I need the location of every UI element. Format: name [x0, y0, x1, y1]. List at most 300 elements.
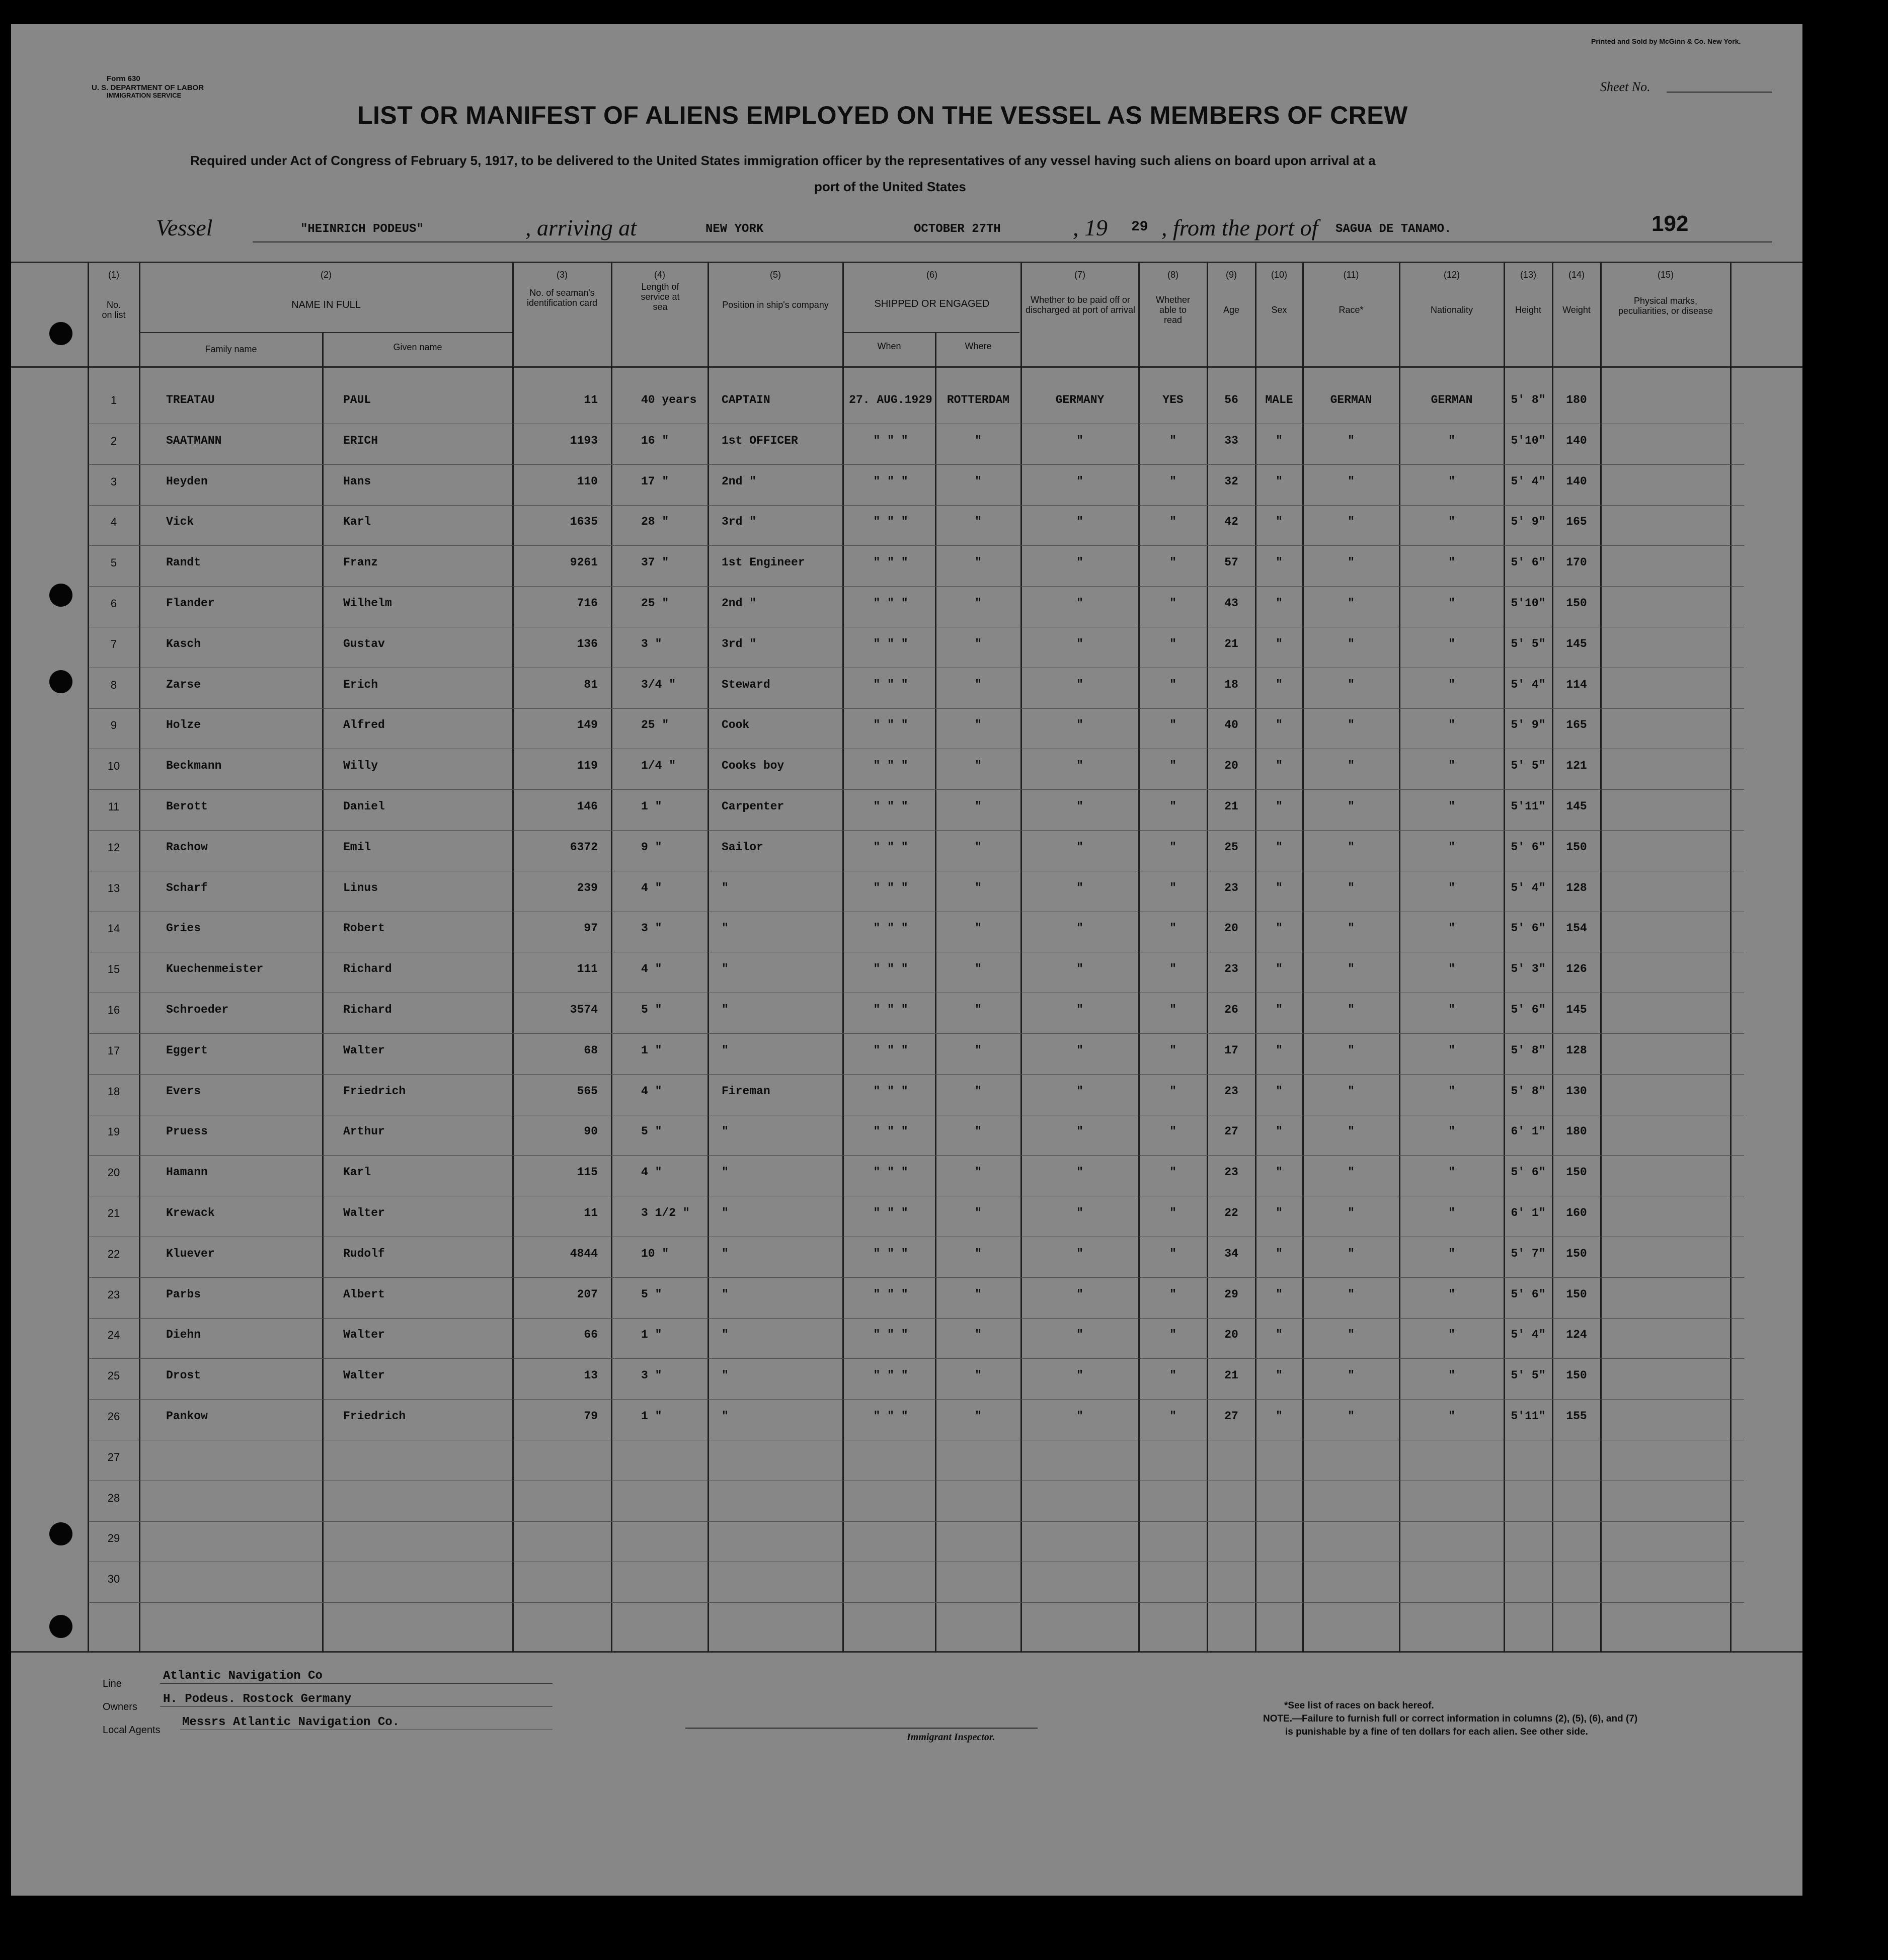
line-value: Atlantic Navigation Co	[163, 1669, 323, 1683]
col-15-header: Physical marks, peculiarities, or disease	[1618, 296, 1713, 316]
cell-given: Albert	[343, 1288, 385, 1301]
cell-age: 23	[1224, 881, 1238, 894]
cell-nationality: "	[1448, 637, 1455, 650]
col-5-header: Position in ship's company	[722, 300, 829, 310]
cell-race: "	[1348, 475, 1355, 488]
race-note: *See list of races on back hereof.	[1284, 1700, 1434, 1711]
cell-family: Rachow	[166, 841, 208, 854]
cell-given: Franz	[343, 556, 378, 569]
cell-given: Arthur	[343, 1125, 385, 1138]
row-rule	[89, 464, 1744, 465]
cell-position: 2nd "	[722, 597, 757, 610]
cell-position: 3rd "	[722, 637, 757, 650]
cell-family: Gries	[166, 922, 201, 935]
col-2-header: NAME IN FULL	[291, 299, 361, 310]
cell-family: Heyden	[166, 475, 208, 488]
col-2-number: (2)	[321, 270, 332, 280]
cell-where: "	[975, 1206, 982, 1219]
cell-read: "	[1169, 1328, 1176, 1341]
cell-read: "	[1169, 678, 1176, 691]
cell-weight: 160	[1566, 1206, 1587, 1219]
punch-hole	[49, 322, 72, 345]
printer-credit: Printed and Sold by McGinn & Co. New York.	[1591, 37, 1741, 45]
cell-age: 42	[1224, 515, 1238, 528]
cell-age: 22	[1224, 1206, 1238, 1219]
cell-sex: "	[1276, 881, 1283, 894]
row-rule	[89, 1358, 1744, 1359]
cell-service: 3 "	[641, 922, 662, 935]
cell-service: 10 "	[641, 1247, 669, 1260]
cell-sex: "	[1276, 1003, 1283, 1016]
col-5-number: (5)	[770, 270, 781, 280]
cell-card: 1193	[570, 434, 598, 447]
punch-hole	[49, 584, 72, 607]
cell-when: " " "	[873, 434, 908, 447]
cell-card: 97	[584, 922, 598, 935]
cell-age: 27	[1224, 1410, 1238, 1423]
cell-when: " " "	[873, 1206, 908, 1219]
row-rule	[89, 1602, 1744, 1603]
cell-nationality: "	[1448, 515, 1455, 528]
cell-weight: 145	[1566, 1003, 1587, 1016]
cell-card: 149	[577, 718, 598, 731]
cell-no: 16	[107, 1004, 120, 1016]
cell-paid: "	[1076, 881, 1083, 894]
cell-where: "	[975, 922, 982, 935]
cell-weight: 145	[1566, 637, 1587, 650]
year-prefix: , 19	[1073, 215, 1108, 240]
cell-age: 20	[1224, 922, 1238, 935]
cell-when: " " "	[873, 759, 908, 772]
cell-family: Beckmann	[166, 759, 222, 772]
cell-when: " " "	[873, 1288, 908, 1301]
cell-position: CAPTAIN	[722, 393, 770, 406]
cell-position: Fireman	[722, 1085, 770, 1098]
cell-card: 6372	[570, 841, 598, 854]
cell-sex: "	[1276, 1125, 1283, 1138]
cell-given: Friedrich	[343, 1085, 406, 1098]
col-9-header: Age	[1223, 305, 1240, 315]
cell-race: "	[1348, 1247, 1355, 1260]
punch-hole	[49, 670, 72, 693]
cell-sex: "	[1276, 475, 1283, 488]
vessel-label: Vessel	[156, 215, 213, 240]
cell-sex: "	[1276, 759, 1283, 772]
departure-port: SAGUA DE TANAMO.	[1335, 222, 1452, 236]
cell-sex: "	[1276, 1328, 1283, 1341]
arrival-port: NEW YORK	[705, 222, 764, 236]
cell-service: 4 "	[641, 881, 662, 894]
cell-nationality: "	[1448, 881, 1455, 894]
cell-card: 207	[577, 1288, 598, 1301]
cell-card: 11	[584, 1206, 598, 1219]
cell-read: "	[1169, 718, 1176, 731]
cell-where: "	[975, 515, 982, 528]
cell-given: Friedrich	[343, 1410, 406, 1423]
col-14-header: Weight	[1562, 305, 1591, 315]
cell-position: "	[722, 1288, 729, 1301]
year-suffix: 29	[1131, 219, 1148, 235]
cell-nationality: "	[1448, 800, 1455, 813]
penalty-note-line-1: NOTE.—Failure to furnish full or correct information in columns (2), (5), (6), and (7)	[1263, 1713, 1638, 1724]
col-4-number: (4)	[654, 270, 665, 280]
cell-sex: MALE	[1265, 393, 1293, 406]
cell-service: 1 "	[641, 800, 662, 813]
cell-no: 7	[110, 638, 117, 650]
cell-given: Walter	[343, 1206, 385, 1219]
cell-race: "	[1348, 962, 1355, 975]
cell-family: Eggert	[166, 1044, 208, 1057]
row-rule	[89, 708, 1744, 709]
cell-paid: "	[1076, 759, 1083, 772]
cell-when: " " "	[873, 678, 908, 691]
cell-read: "	[1169, 475, 1176, 488]
cell-no: 20	[107, 1166, 120, 1179]
cell-read: "	[1169, 1206, 1176, 1219]
cell-no: 15	[107, 963, 120, 975]
cell-card: 239	[577, 881, 598, 894]
cell-race: "	[1348, 1206, 1355, 1219]
cell-weight: 114	[1566, 678, 1587, 691]
cell-position: "	[722, 1003, 729, 1016]
cell-where: "	[975, 1166, 982, 1179]
cell-where: "	[975, 597, 982, 610]
cell-family: Kluever	[166, 1247, 215, 1260]
cell-height: 5' 7"	[1511, 1247, 1546, 1260]
cell-paid: "	[1076, 962, 1083, 975]
cell-height: 5'11"	[1511, 800, 1546, 813]
cell-given: Walter	[343, 1044, 385, 1057]
cell-when: 27. AUG.1929	[849, 393, 932, 406]
cell-given: Alfred	[343, 718, 385, 731]
cell-sex: "	[1276, 597, 1283, 610]
cell-card: 79	[584, 1410, 598, 1423]
cell-given: Gustav	[343, 637, 385, 650]
cell-given: Hans	[343, 475, 371, 488]
cell-when: " " "	[873, 881, 908, 894]
cell-paid: "	[1076, 678, 1083, 691]
cell-when: " " "	[873, 800, 908, 813]
inspector-signature-line	[685, 1728, 1038, 1729]
cell-sex: "	[1276, 1206, 1283, 1219]
cell-no: 4	[110, 516, 117, 528]
cell-no: 2	[110, 435, 117, 447]
cell-given: ERICH	[343, 434, 378, 447]
cell-when: " " "	[873, 1247, 908, 1260]
col-1-header: No. on list	[102, 300, 126, 320]
cell-position: Cooks boy	[722, 759, 784, 772]
cell-no: 28	[107, 1492, 120, 1504]
cell-paid: "	[1076, 1328, 1083, 1341]
cell-height: 5' 4"	[1511, 1328, 1546, 1341]
cell-no: 14	[107, 922, 120, 935]
col-11-number: (11)	[1343, 270, 1359, 280]
cell-position: Sailor	[722, 841, 763, 854]
cell-where: "	[975, 1003, 982, 1016]
cell-age: 18	[1224, 678, 1238, 691]
cell-nationality: "	[1448, 1328, 1455, 1341]
cell-given: Wilhelm	[343, 597, 392, 610]
cell-race: "	[1348, 515, 1355, 528]
cell-nationality: "	[1448, 1410, 1455, 1423]
cell-height: 5' 6"	[1511, 1166, 1546, 1179]
cell-race: "	[1348, 922, 1355, 935]
col-15-number: (15)	[1657, 270, 1674, 280]
cell-service: 25 "	[641, 718, 669, 731]
cell-weight: 150	[1566, 1369, 1587, 1382]
cell-where: "	[975, 1247, 982, 1260]
cell-age: 26	[1224, 1003, 1238, 1016]
form-number: Form 630	[107, 74, 140, 83]
cell-race: "	[1348, 718, 1355, 731]
cell-family: Krewack	[166, 1206, 215, 1219]
cell-nationality: "	[1448, 434, 1455, 447]
cell-height: 5' 6"	[1511, 922, 1546, 935]
cell-paid: "	[1076, 922, 1083, 935]
col-6-header: SHIPPED OR ENGAGED	[874, 298, 990, 309]
row-rule	[89, 1074, 1744, 1075]
cell-weight: 128	[1566, 1044, 1587, 1057]
cell-height: 6' 1"	[1511, 1125, 1546, 1138]
cell-no: 10	[107, 760, 120, 772]
cell-service: 17 "	[641, 475, 669, 488]
cell-family: TREATAU	[166, 393, 215, 406]
cell-where: "	[975, 1410, 982, 1423]
cell-age: 40	[1224, 718, 1238, 731]
cell-paid: "	[1076, 515, 1083, 528]
cell-nationality: "	[1448, 1085, 1455, 1098]
col-8-number: (8)	[1167, 270, 1178, 280]
cell-paid: "	[1076, 597, 1083, 610]
cell-service: 37 "	[641, 556, 669, 569]
cell-given: Robert	[343, 922, 385, 935]
agents-value: Messrs Atlantic Navigation Co.	[182, 1716, 400, 1729]
cell-position: "	[722, 1247, 729, 1260]
cell-paid: "	[1076, 1003, 1083, 1016]
cell-when: " " "	[873, 1125, 908, 1138]
cell-given: Erich	[343, 678, 378, 691]
cell-read: "	[1169, 1247, 1176, 1260]
cell-family: Schroeder	[166, 1003, 229, 1016]
cell-when: " " "	[873, 1410, 908, 1423]
punch-hole	[49, 1522, 72, 1545]
cell-age: 23	[1224, 1085, 1238, 1098]
cell-position: 3rd "	[722, 515, 757, 528]
cell-when: " " "	[873, 597, 908, 610]
col-13-number: (13)	[1520, 270, 1536, 280]
col-6-where-header: Where	[965, 341, 992, 351]
cell-age: 21	[1224, 1369, 1238, 1382]
cell-age: 23	[1224, 962, 1238, 975]
cell-race: "	[1348, 678, 1355, 691]
cell-service: 16 "	[641, 434, 669, 447]
cell-sex: "	[1276, 718, 1283, 731]
row-rule	[89, 1399, 1744, 1400]
cell-paid: "	[1076, 1044, 1083, 1057]
cell-where: "	[975, 841, 982, 854]
cell-height: 5' 6"	[1511, 1003, 1546, 1016]
cell-where: "	[975, 881, 982, 894]
cell-service: 1 "	[641, 1328, 662, 1341]
cell-when: " " "	[873, 962, 908, 975]
cell-height: 5' 8"	[1511, 393, 1546, 406]
cell-nationality: "	[1448, 1125, 1455, 1138]
cell-race: "	[1348, 1288, 1355, 1301]
cell-given: Daniel	[343, 800, 385, 813]
cell-family: SAATMANN	[166, 434, 222, 447]
cell-given: Richard	[343, 1003, 392, 1016]
cell-race: "	[1348, 800, 1355, 813]
cell-weight: 145	[1566, 800, 1587, 813]
cell-nationality: "	[1448, 597, 1455, 610]
cell-when: " " "	[873, 841, 908, 854]
owners-value: H. Podeus. Rostock Germany	[163, 1692, 352, 1706]
vessel-name: "HEINRICH PODEUS"	[300, 222, 424, 236]
cell-nationality: "	[1448, 718, 1455, 731]
cell-weight: 180	[1566, 1125, 1587, 1138]
cell-read: "	[1169, 515, 1176, 528]
cell-given: Rudolf	[343, 1247, 385, 1260]
cell-read: "	[1169, 1085, 1176, 1098]
cell-age: 20	[1224, 1328, 1238, 1341]
cell-position: "	[722, 1125, 729, 1138]
sheet-number-label: Sheet No.	[1600, 79, 1650, 94]
service-name: IMMIGRATION SERVICE	[107, 92, 182, 99]
cell-position: 2nd "	[722, 475, 757, 488]
cell-race: "	[1348, 1003, 1355, 1016]
cell-sex: "	[1276, 678, 1283, 691]
cell-height: 5' 5"	[1511, 759, 1546, 772]
cell-sex: "	[1276, 841, 1283, 854]
cell-height: 5' 9"	[1511, 515, 1546, 528]
col-6-when-header: When	[877, 341, 901, 351]
col-1-number: (1)	[108, 270, 119, 280]
cell-height: 5' 6"	[1511, 1288, 1546, 1301]
cell-service: 3/4 "	[641, 678, 676, 691]
cell-no: 18	[107, 1085, 120, 1098]
cell-sex: "	[1276, 1410, 1283, 1423]
cell-paid: "	[1076, 1125, 1083, 1138]
cell-paid: "	[1076, 800, 1083, 813]
cell-service: 9 "	[641, 841, 662, 854]
cell-family: Berott	[166, 800, 208, 813]
penalty-note-line-2: is punishable by a fine of ten dollars for each alien. See other side.	[1285, 1727, 1588, 1737]
cell-position: "	[722, 1369, 729, 1382]
cell-when: " " "	[873, 475, 908, 488]
row-rule	[89, 1521, 1744, 1522]
col-14-number: (14)	[1568, 270, 1585, 280]
cell-no: 13	[107, 882, 120, 894]
row-rule	[89, 1033, 1744, 1034]
cell-read: "	[1169, 556, 1176, 569]
row-rule	[89, 505, 1744, 506]
cell-family: Randt	[166, 556, 201, 569]
cell-no: 19	[107, 1125, 120, 1138]
cell-position: "	[722, 881, 729, 894]
cell-height: 5' 5"	[1511, 1369, 1546, 1382]
cell-weight: 150	[1566, 841, 1587, 854]
sheet-number-line	[1667, 92, 1772, 93]
cell-card: 81	[584, 678, 598, 691]
cell-service: 25 "	[641, 597, 669, 610]
cell-where: "	[975, 759, 982, 772]
cell-card: 119	[577, 759, 598, 772]
cell-family: Pruess	[166, 1125, 208, 1138]
col-4-header: Length of service at sea	[641, 282, 680, 312]
cell-weight: 126	[1566, 962, 1587, 975]
col-12-header: Nationality	[1430, 305, 1473, 315]
cell-given: Karl	[343, 1166, 371, 1179]
col-8-header: Whether able to read	[1155, 295, 1191, 325]
cell-card: 90	[584, 1125, 598, 1138]
cell-weight: 170	[1566, 556, 1587, 569]
cell-position: Cook	[722, 718, 750, 731]
cell-age: 20	[1224, 759, 1238, 772]
cell-read: "	[1169, 637, 1176, 650]
cell-when: " " "	[873, 1044, 908, 1057]
cell-no: 8	[110, 679, 117, 691]
cell-when: " " "	[873, 515, 908, 528]
col-7-header: Whether to be paid off or discharged at port of arrival	[1025, 295, 1136, 315]
cell-no: 21	[107, 1207, 120, 1219]
cell-weight: 150	[1566, 1166, 1587, 1179]
cell-race: "	[1348, 556, 1355, 569]
cell-race: "	[1348, 1328, 1355, 1341]
cell-family: Holze	[166, 718, 201, 731]
cell-service: 5 "	[641, 1125, 662, 1138]
cell-card: 115	[577, 1166, 598, 1179]
cell-no: 30	[107, 1573, 120, 1585]
cell-no: 17	[107, 1044, 120, 1057]
cell-card: 111	[577, 962, 598, 975]
cell-height: 5' 5"	[1511, 637, 1546, 650]
cell-family: Hamann	[166, 1166, 208, 1179]
cell-height: 5' 6"	[1511, 556, 1546, 569]
cell-where: "	[975, 434, 982, 447]
cell-paid: "	[1076, 1288, 1083, 1301]
cell-service: 28 "	[641, 515, 669, 528]
cell-read: "	[1169, 1369, 1176, 1382]
cell-given: Richard	[343, 962, 392, 975]
col-10-number: (10)	[1271, 270, 1287, 280]
cell-given: Karl	[343, 515, 371, 528]
cell-where: "	[975, 1085, 982, 1098]
cell-no: 26	[107, 1410, 120, 1423]
cell-no: 9	[110, 719, 117, 731]
arriving-label: , arriving at	[525, 215, 637, 240]
agents-label: Local Agents	[103, 1725, 161, 1736]
cell-family: Drost	[166, 1369, 201, 1382]
cell-no: 1	[110, 394, 117, 406]
cell-age: 25	[1224, 841, 1238, 854]
cell-height: 5'11"	[1511, 1410, 1546, 1423]
cell-sex: "	[1276, 962, 1283, 975]
cell-race: "	[1348, 841, 1355, 854]
col-6-number: (6)	[926, 270, 937, 280]
cell-nationality: "	[1448, 1247, 1455, 1260]
cell-race: "	[1348, 597, 1355, 610]
row-rule	[89, 545, 1744, 546]
cell-paid: "	[1076, 1085, 1083, 1098]
cell-sex: "	[1276, 1044, 1283, 1057]
row-rule	[89, 586, 1744, 587]
cell-given: PAUL	[343, 393, 371, 406]
col-2-family-header: Family name	[205, 344, 257, 354]
cell-where: "	[975, 556, 982, 569]
cell-position: Carpenter	[722, 800, 784, 813]
cell-card: 110	[577, 475, 598, 488]
cell-card: 13	[584, 1369, 598, 1382]
